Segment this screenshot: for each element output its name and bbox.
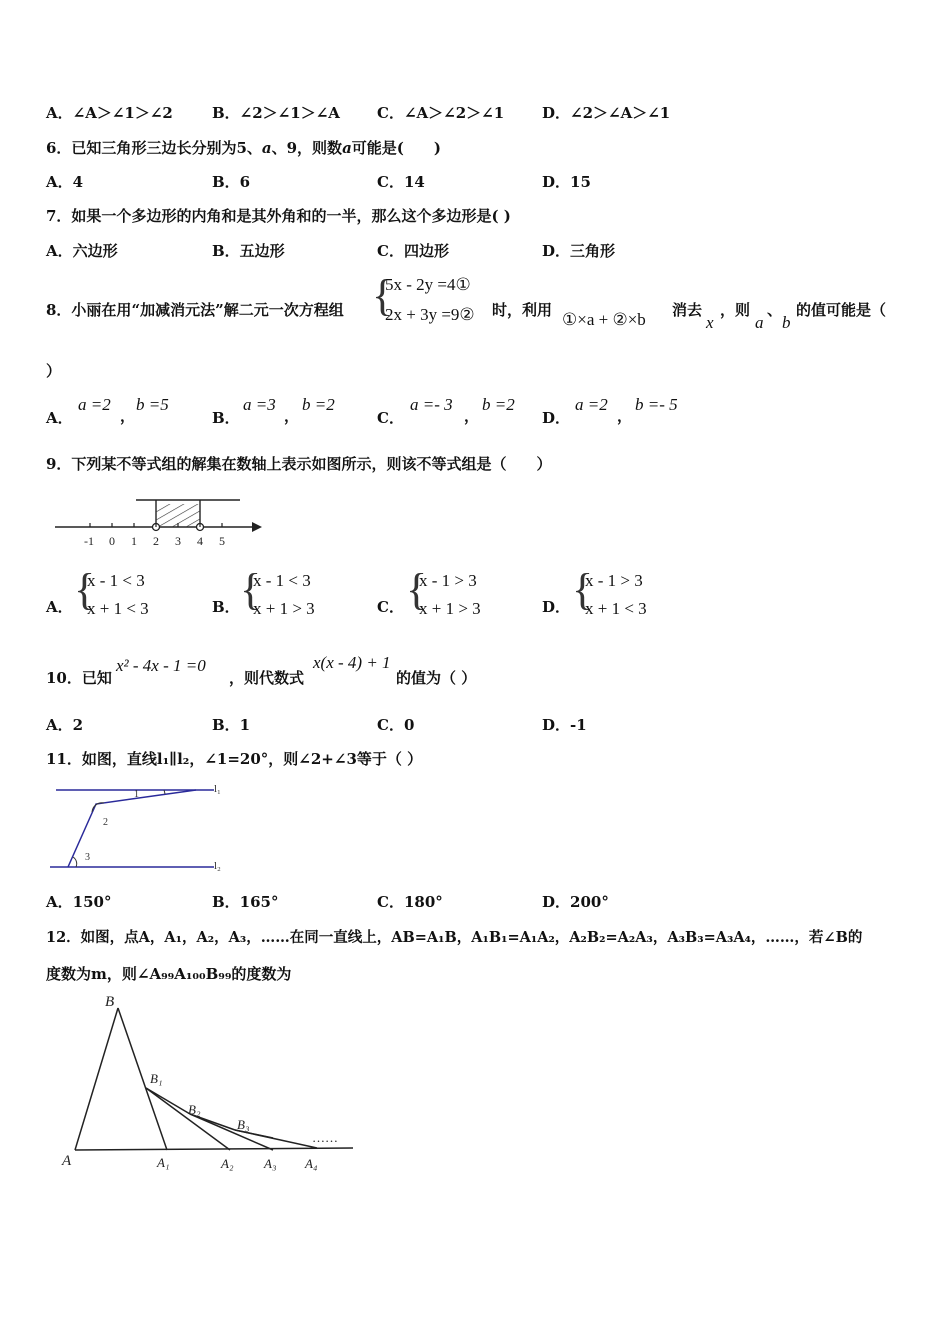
q8-close-paren: ）	[46, 362, 62, 380]
q8-option-c-label: C．	[377, 409, 404, 427]
q10-stem-mid: ，则代数式	[229, 669, 305, 687]
q11-angle3-arc	[73, 857, 77, 867]
q9-axis-tick-label: 0	[109, 534, 115, 548]
q9-option-a-line1: x - 1 < 3	[87, 571, 145, 590]
q12-label-A3: A₃	[264, 1156, 277, 1171]
q6-option-a: A．4	[46, 173, 84, 191]
q9-option-a-line2: x + 1 < 3	[87, 599, 149, 618]
q8-stem-mid2: 消去	[672, 301, 703, 319]
q8-stem-post: 的值可能是（	[796, 301, 887, 319]
q8-sep: 、	[767, 301, 783, 319]
q12-base-line	[75, 1148, 353, 1150]
q6-option-c: C．14	[377, 173, 425, 191]
q9-option-c-brace: {	[406, 565, 428, 614]
q8-var-x: x	[706, 313, 714, 332]
q9-option-a-brace: {	[74, 565, 96, 614]
q8-option-c-v1: a =- 3	[410, 395, 453, 414]
q8-option-a-label: A．	[46, 409, 73, 427]
q9-option-a-label: A．	[46, 598, 73, 616]
q11-label-angle3: 3	[85, 852, 90, 863]
q10-option-c: C．0	[377, 716, 415, 734]
q8-option-c-comma: ，	[464, 407, 480, 425]
q8-option-c-v2: b =2	[482, 395, 515, 414]
q8-brace: {	[372, 271, 394, 320]
q10-option-d: D．-1	[542, 716, 587, 734]
q8-var-a: a	[755, 313, 764, 332]
q9-option-d-line2: x + 1 < 3	[585, 599, 647, 618]
q12-segment-AB	[75, 1008, 118, 1150]
q8-option-b-comma: ，	[284, 407, 300, 425]
q12-label-A4: A₄	[305, 1156, 318, 1171]
q12-label-B3: B₃	[237, 1117, 250, 1132]
q12-label-A: A	[62, 1153, 72, 1169]
q6-option-b: B．6	[212, 173, 251, 191]
q11-label-angle1: 1	[134, 789, 139, 800]
q8-equation-2: 2x + 3y =9②	[385, 305, 475, 324]
q9-stem: 9．下列某不等式组的解集在数轴上表示如图所示，则该不等式组是（ ）	[46, 455, 552, 473]
q9-option-b-line1: x - 1 < 3	[253, 571, 311, 590]
q9-option-b-label: B．	[212, 598, 240, 616]
q9-option-c-line2: x + 1 > 3	[419, 599, 481, 618]
q9-option-b-brace: {	[240, 565, 262, 614]
q8-option-b-label: B．	[212, 409, 240, 427]
q11-label-l1: l₁	[214, 783, 221, 795]
q11-option-b: B．165°	[212, 893, 279, 911]
q8-option-b-v1: a =3	[243, 395, 276, 414]
q11-label-l2: l₂	[214, 860, 221, 872]
q10-stem-post: 的值为（ ）	[396, 669, 477, 687]
q9-option-c-label: C．	[377, 598, 404, 616]
q11-option-d: D．200°	[542, 893, 609, 911]
q12-label-dots: ……	[312, 1130, 338, 1145]
q8-equation-1: 5x - 2y =4①	[385, 275, 471, 294]
q7-option-a: A．六边形	[46, 242, 118, 260]
q8-stem-prefix: 8．小丽在用“加减消元法”解二元一次方程组	[46, 301, 344, 319]
q5-option-b: B．∠2＞∠1＞∠A	[212, 104, 340, 122]
q9-option-c-line1: x - 1 > 3	[419, 571, 477, 590]
q12-segment-B1A2	[146, 1088, 230, 1150]
q11-option-c: C．180°	[377, 893, 443, 911]
q8-option-d-v1: a =2	[575, 395, 608, 414]
q10-stem-prefix: 10．已知	[46, 669, 112, 687]
q11-stem: 11．如图，直线l₁∥l₂，∠1=20°，则∠2+∠3等于（ ）	[46, 750, 423, 768]
q12-triangles-figure	[55, 990, 365, 1180]
q7-stem: 7．如果一个多边形的内角和是其外角和的一半，那么这个多边形是( )	[46, 207, 511, 225]
q12-label-B1: B₁	[150, 1071, 163, 1086]
q7-option-d: D．三角形	[542, 242, 616, 260]
q8-option-a-v1: a =2	[78, 395, 111, 414]
q8-var-b: b	[782, 313, 791, 332]
q9-number-line-figure	[50, 492, 265, 552]
q7-option-b: B．五边形	[212, 242, 285, 260]
q9-option-d-line1: x - 1 > 3	[585, 571, 643, 590]
q12-label-B2: B₂	[188, 1102, 201, 1117]
q6-stem: 6．已知三角形三边长分别为5、a、9，则数a可能是( )	[46, 139, 441, 157]
q12-label-B: B	[105, 994, 115, 1010]
q9-axis-tick-label: 3	[175, 534, 181, 548]
q9-axis-tick-label: 5	[219, 534, 225, 548]
q5-option-a: A．∠A＞∠1＞∠2	[46, 104, 173, 122]
q10-option-a: A．2	[46, 716, 84, 734]
q8-option-b-v2: b =2	[302, 395, 335, 414]
q11-label-angle2: 2	[103, 817, 108, 828]
q11-option-a: A．150°	[46, 893, 112, 911]
q9-axis-tick-label: 1	[131, 534, 137, 548]
q9-axis-arrow	[252, 522, 262, 532]
q12-label-A1: A₁	[157, 1155, 170, 1170]
q5-option-c: C．∠A＞∠2＞∠1	[377, 104, 505, 122]
q12-segment-B2A3	[190, 1114, 273, 1150]
q8-expression: ①×a + ②×b	[562, 310, 646, 329]
q8-option-d-comma: ，	[617, 407, 633, 425]
q12-stem-line1: 12．如图，点A，A₁，A₂，A₃，……在同一直线上，AB=A₁B，A₁B₁=A₁A₂，A₂B₂=A₂A₃，A₃B₃=A₃A₄，……，若∠B的	[46, 929, 863, 946]
q5-option-d: D．∠2＞∠A＞∠1	[542, 104, 671, 122]
q8-option-d-label: D．	[542, 409, 571, 427]
q12-label-A2: A₂	[221, 1156, 234, 1171]
q10-option-b: B．1	[212, 716, 251, 734]
q8-option-a-v2: b =5	[136, 395, 169, 414]
q9-axis-tick-label: -1	[84, 534, 94, 548]
q6-option-d: D．15	[542, 173, 591, 191]
q8-option-d-v2: b =- 5	[635, 395, 678, 414]
q8-stem-mid3: ，则	[720, 301, 751, 319]
q10-equation: x² - 4x - 1 =0	[116, 656, 206, 675]
q8-option-a-comma: ，	[120, 407, 136, 425]
q9-option-d-label: D．	[542, 598, 571, 616]
q7-option-c: C．四边形	[377, 242, 449, 260]
q12-stem-line2: 度数为m，则∠A₉₉A₁₀₀B₉₉的度数为	[46, 965, 292, 983]
q9-option-b-line2: x + 1 > 3	[253, 599, 315, 618]
q11-parallel-lines-figure	[46, 778, 236, 878]
q9-axis-tick-label: 4	[197, 534, 203, 548]
q10-expression: x(x - 4) + 1	[313, 653, 391, 672]
q8-stem-mid: 时，利用	[492, 301, 553, 319]
q9-axis-tick-label: 2	[153, 534, 159, 548]
q9-option-d-brace: {	[572, 565, 594, 614]
